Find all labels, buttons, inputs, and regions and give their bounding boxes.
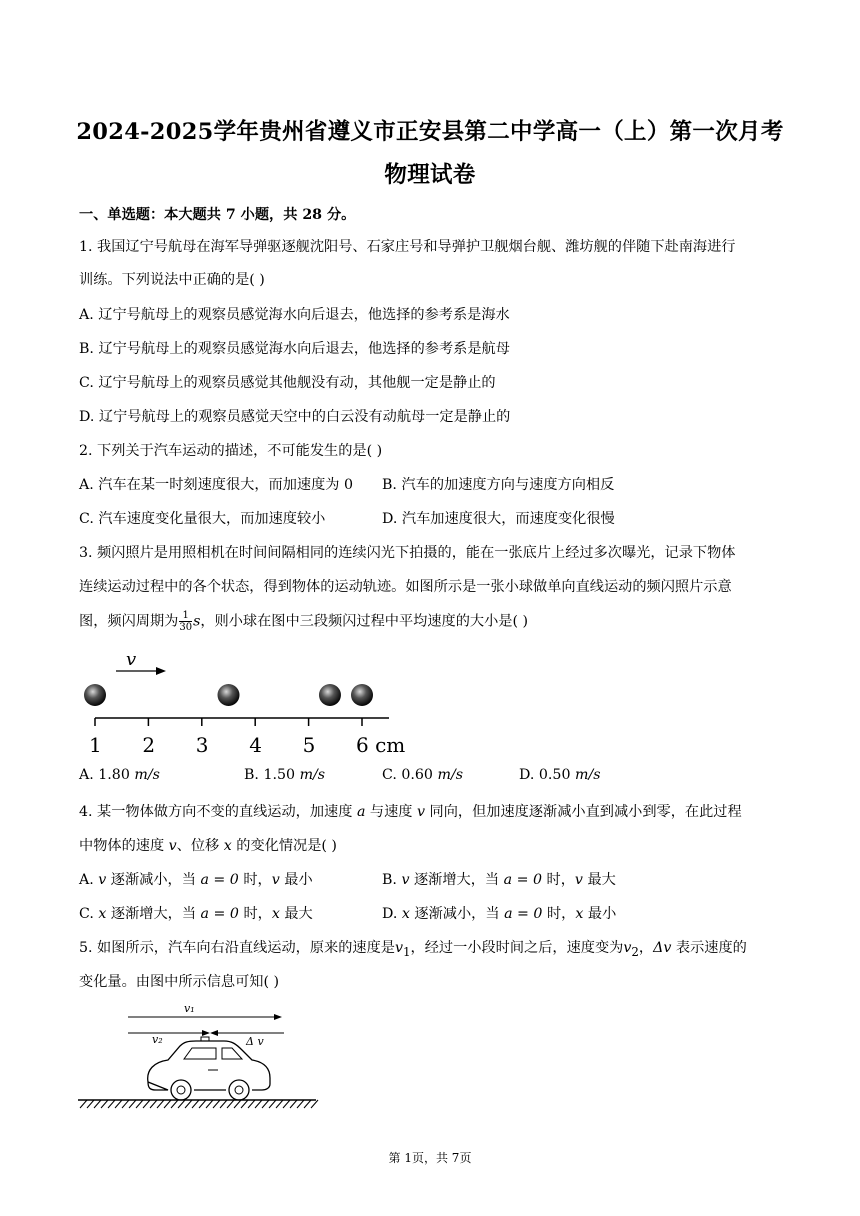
hatch-mark bbox=[311, 1100, 318, 1108]
v1-arrowhead bbox=[274, 1014, 282, 1020]
opt-text: 最小 bbox=[279, 872, 313, 888]
opt-symbol: v bbox=[574, 872, 583, 888]
q4-option-c bbox=[79, 903, 313, 923]
q1-stem-line2: 训练。下列说法中正确的是( ) bbox=[79, 272, 265, 288]
hatch-mark bbox=[269, 1100, 276, 1108]
opt-symbol: a = 0 bbox=[504, 906, 543, 922]
opt-symbol: v bbox=[401, 872, 410, 888]
ruler-tick-label: 5 bbox=[302, 733, 316, 757]
hatch-mark bbox=[150, 1100, 157, 1108]
hatch-mark bbox=[262, 1100, 269, 1108]
q4-text: 与速度 bbox=[365, 804, 417, 820]
opt-text: A. bbox=[79, 872, 99, 888]
opt-text: 逐渐增大，当 bbox=[409, 872, 504, 888]
symbol-v: v bbox=[623, 940, 632, 956]
q3-option-a bbox=[79, 767, 160, 783]
car-window bbox=[184, 1048, 242, 1059]
opt-text: C. bbox=[79, 906, 99, 922]
velocity-label: v bbox=[126, 649, 137, 670]
ball-group bbox=[84, 684, 373, 706]
q3-option-c bbox=[382, 767, 463, 783]
strobe-ball bbox=[218, 684, 240, 706]
hatch-mark bbox=[206, 1100, 213, 1108]
q1-option-c: C. 辽宁号航母上的观察员感觉其他舰没有动，其他舰一定是静止的 bbox=[79, 375, 496, 391]
v2-arrowhead bbox=[202, 1030, 210, 1036]
hatch-mark bbox=[178, 1100, 185, 1108]
opt-symbol: v bbox=[98, 872, 107, 888]
opt-text: D. bbox=[382, 906, 402, 922]
velocity-arrowhead bbox=[156, 667, 166, 675]
hatch-mark bbox=[185, 1100, 192, 1108]
hatch-mark bbox=[129, 1100, 136, 1108]
hatch-mark bbox=[220, 1100, 227, 1108]
q1-stem-line1: 1. 我国辽宁号航母在海军导弹驱逐舰沈阳号、石家庄号和导弹护卫舰烟台舰、潍坊舰的伴随下赴南海进行 bbox=[79, 239, 736, 255]
hatch-mark bbox=[171, 1100, 178, 1108]
hatch-mark bbox=[297, 1100, 304, 1108]
hatch-mark bbox=[255, 1100, 262, 1108]
q3-option-b-value: B. 1.50 bbox=[244, 767, 296, 783]
opt-symbol: a = 0 bbox=[200, 872, 239, 888]
opt-text: 时， bbox=[238, 872, 272, 888]
label-v2: v₂ bbox=[152, 1033, 163, 1046]
opt-text: 最大 bbox=[279, 906, 313, 922]
hatch-mark bbox=[234, 1100, 241, 1108]
hatch-mark bbox=[122, 1100, 129, 1108]
q3-stem-line1: 3. 频闪照片是用照相机在时间间隔相同的连续闪光下拍摄的，能在一张底片上经过多次曝光，记录下物体 bbox=[79, 545, 736, 561]
hatch-mark bbox=[164, 1100, 171, 1108]
label-delta-v: Δ v bbox=[246, 1035, 264, 1048]
opt-text: 逐渐减小，当 bbox=[409, 906, 505, 922]
q3-option-d-value: D. 0.50 bbox=[519, 767, 571, 783]
q2-option-c: C. 汽车速度变化量很大，而加速度较小 bbox=[79, 511, 326, 527]
opt-text: B. bbox=[382, 872, 402, 888]
ruler-tick-label: 1 bbox=[89, 733, 102, 757]
q5-car-figure bbox=[76, 1000, 336, 1112]
fraction-numerator: 1 bbox=[179, 610, 192, 622]
q3-stem-line3-pre: 图，频闪周期为 bbox=[79, 613, 179, 630]
hatch-mark bbox=[276, 1100, 283, 1108]
section-heading: 一、单选题：本大题共 7 小题，共 28 分。 bbox=[79, 207, 356, 223]
unit-label: m/s bbox=[134, 767, 160, 783]
opt-text: 时， bbox=[238, 906, 272, 922]
opt-symbol: x bbox=[401, 906, 410, 922]
hatch-mark bbox=[101, 1100, 108, 1108]
opt-symbol: v bbox=[271, 872, 280, 888]
car-front-wheel bbox=[171, 1080, 191, 1100]
q3-stem-line3 bbox=[79, 610, 528, 633]
hatch-mark bbox=[192, 1100, 199, 1108]
q3-option-a-value: A. 1.80 bbox=[79, 767, 130, 783]
car-rear-wheel bbox=[229, 1080, 249, 1100]
q3-period-fraction bbox=[179, 610, 192, 633]
ruler-ticks bbox=[89, 718, 405, 757]
opt-symbol: x bbox=[271, 906, 280, 922]
hatch-mark bbox=[227, 1100, 234, 1108]
symbol-v: v bbox=[417, 804, 426, 820]
symbol-v: v bbox=[395, 940, 404, 956]
q4-stem-line2 bbox=[79, 835, 337, 855]
hatch-mark bbox=[290, 1100, 297, 1108]
strobe-ball bbox=[351, 684, 373, 706]
q4-option-a bbox=[79, 869, 313, 889]
q3-option-b bbox=[244, 767, 325, 783]
q3-period-unit: s bbox=[193, 613, 201, 630]
q3-option-c-value: C. 0.60 bbox=[382, 767, 433, 783]
q2-option-d: D. 汽车加速度很大，而速度变化很慢 bbox=[382, 511, 615, 527]
q4-text: 的变化情况是( ) bbox=[231, 838, 337, 854]
hatch-mark bbox=[199, 1100, 206, 1108]
opt-text: 逐渐减小，当 bbox=[106, 872, 201, 888]
ruler-tick-label: 2 bbox=[142, 733, 156, 757]
ruler-tick-label: 3 bbox=[195, 733, 209, 757]
q2-option-a: A. 汽车在某一时刻速度很大，而加速度为 0 bbox=[79, 477, 353, 493]
opt-symbol: x bbox=[98, 906, 107, 922]
opt-text: 时， bbox=[542, 872, 575, 888]
unit-label: m/s bbox=[575, 767, 601, 783]
q1-option-b: B. 辽宁号航母上的观察员感觉海水向后退去，他选择的参考系是航母 bbox=[79, 341, 510, 357]
q2-stem: 2. 下列关于汽车运动的描述，不可能发生的是( ) bbox=[79, 443, 383, 459]
ground-hatching bbox=[80, 1100, 318, 1108]
strobe-ball bbox=[319, 684, 341, 706]
hatch-mark bbox=[94, 1100, 101, 1108]
q5-stem-line1 bbox=[79, 937, 747, 959]
hatch-mark bbox=[157, 1100, 164, 1108]
strobe-ball bbox=[84, 684, 106, 706]
hatch-mark bbox=[213, 1100, 220, 1108]
exam-title-line2: 物理试卷 bbox=[384, 162, 476, 188]
label-v1: v₁ bbox=[184, 1002, 195, 1015]
hatch-mark bbox=[87, 1100, 94, 1108]
q4-option-d bbox=[382, 903, 616, 923]
symbol-a: a bbox=[356, 804, 366, 820]
q1-option-d: D. 辽宁号航母上的观察员感觉天空中的白云没有动航母一定是静止的 bbox=[79, 409, 511, 425]
unit-label: m/s bbox=[299, 767, 326, 783]
symbol-v: v bbox=[168, 838, 177, 854]
opt-symbol: a = 0 bbox=[503, 872, 543, 888]
q4-stem-line1 bbox=[79, 801, 742, 821]
hatch-mark bbox=[115, 1100, 122, 1108]
q3-strobe-figure bbox=[76, 645, 416, 760]
hatch-mark bbox=[108, 1100, 115, 1108]
q1-option-a: A. 辽宁号航母上的观察员感觉海水向后退去，他选择的参考系是海水 bbox=[79, 307, 510, 323]
q3-stem-line3-post: ，则小球在图中三段频闪过程中平均速度的大小是( ) bbox=[200, 613, 529, 630]
opt-symbol: x bbox=[575, 906, 584, 922]
q3-stem-line2: 连续运动过程中的各个状态，得到物体的运动轨迹。如图所示是一张小球做单向直线运动的频闪照片示意 bbox=[79, 579, 732, 595]
exam-title-line1: 2024-2025学年贵州省遵义市正安县第二中学高一（上）第一次月考 bbox=[76, 119, 784, 145]
q4-text: 中物体的速度 bbox=[79, 838, 169, 854]
symbol-delta-v: Δv bbox=[653, 940, 672, 956]
hatch-mark bbox=[143, 1100, 150, 1108]
subscript-2: 2 bbox=[631, 944, 639, 959]
hatch-mark bbox=[283, 1100, 290, 1108]
opt-text: 最大 bbox=[582, 872, 616, 888]
symbol-x: x bbox=[223, 838, 232, 854]
delta-v-arrowhead bbox=[210, 1030, 218, 1036]
q5-stem-line2: 变化量。由图中所示信息可知( ) bbox=[79, 974, 280, 990]
ruler-tick-label: 6 cm bbox=[356, 733, 406, 757]
hatch-mark bbox=[248, 1100, 255, 1108]
q5-text: 5. 如图所示，汽车向右沿直线运动，原来的速度是 bbox=[79, 940, 395, 956]
hatch-mark bbox=[80, 1100, 87, 1108]
opt-text: 最小 bbox=[583, 906, 617, 922]
q2-option-b: B. 汽车的加速度方向与速度方向相反 bbox=[382, 477, 615, 493]
opt-text: 逐渐增大，当 bbox=[106, 906, 201, 922]
fraction-denominator: 30 bbox=[179, 622, 193, 633]
hatch-mark bbox=[241, 1100, 248, 1108]
unit-label: m/s bbox=[437, 767, 463, 783]
q5-text: ，经过一小段时间之后，速度变为 bbox=[410, 940, 624, 956]
q4-text: 、位移 bbox=[176, 838, 224, 854]
page-footer: 第 1页，共 7页 bbox=[388, 1151, 472, 1165]
hatch-mark bbox=[304, 1100, 311, 1108]
q4-option-b bbox=[382, 869, 616, 889]
q4-text: 4. 某一物体做方向不变的直线运动，加速度 bbox=[79, 804, 357, 820]
q5-text: ， bbox=[638, 940, 654, 956]
q5-text: 表示速度的 bbox=[671, 940, 747, 956]
subscript-1: 1 bbox=[403, 944, 411, 959]
opt-symbol: a = 0 bbox=[200, 906, 239, 922]
q4-text: 同向，但加速度逐渐减小直到减小到零，在此过程 bbox=[425, 804, 742, 820]
opt-text: 时， bbox=[542, 906, 576, 922]
hatch-mark bbox=[136, 1100, 143, 1108]
ruler-tick-label: 4 bbox=[249, 733, 262, 757]
q3-option-d bbox=[519, 767, 601, 783]
